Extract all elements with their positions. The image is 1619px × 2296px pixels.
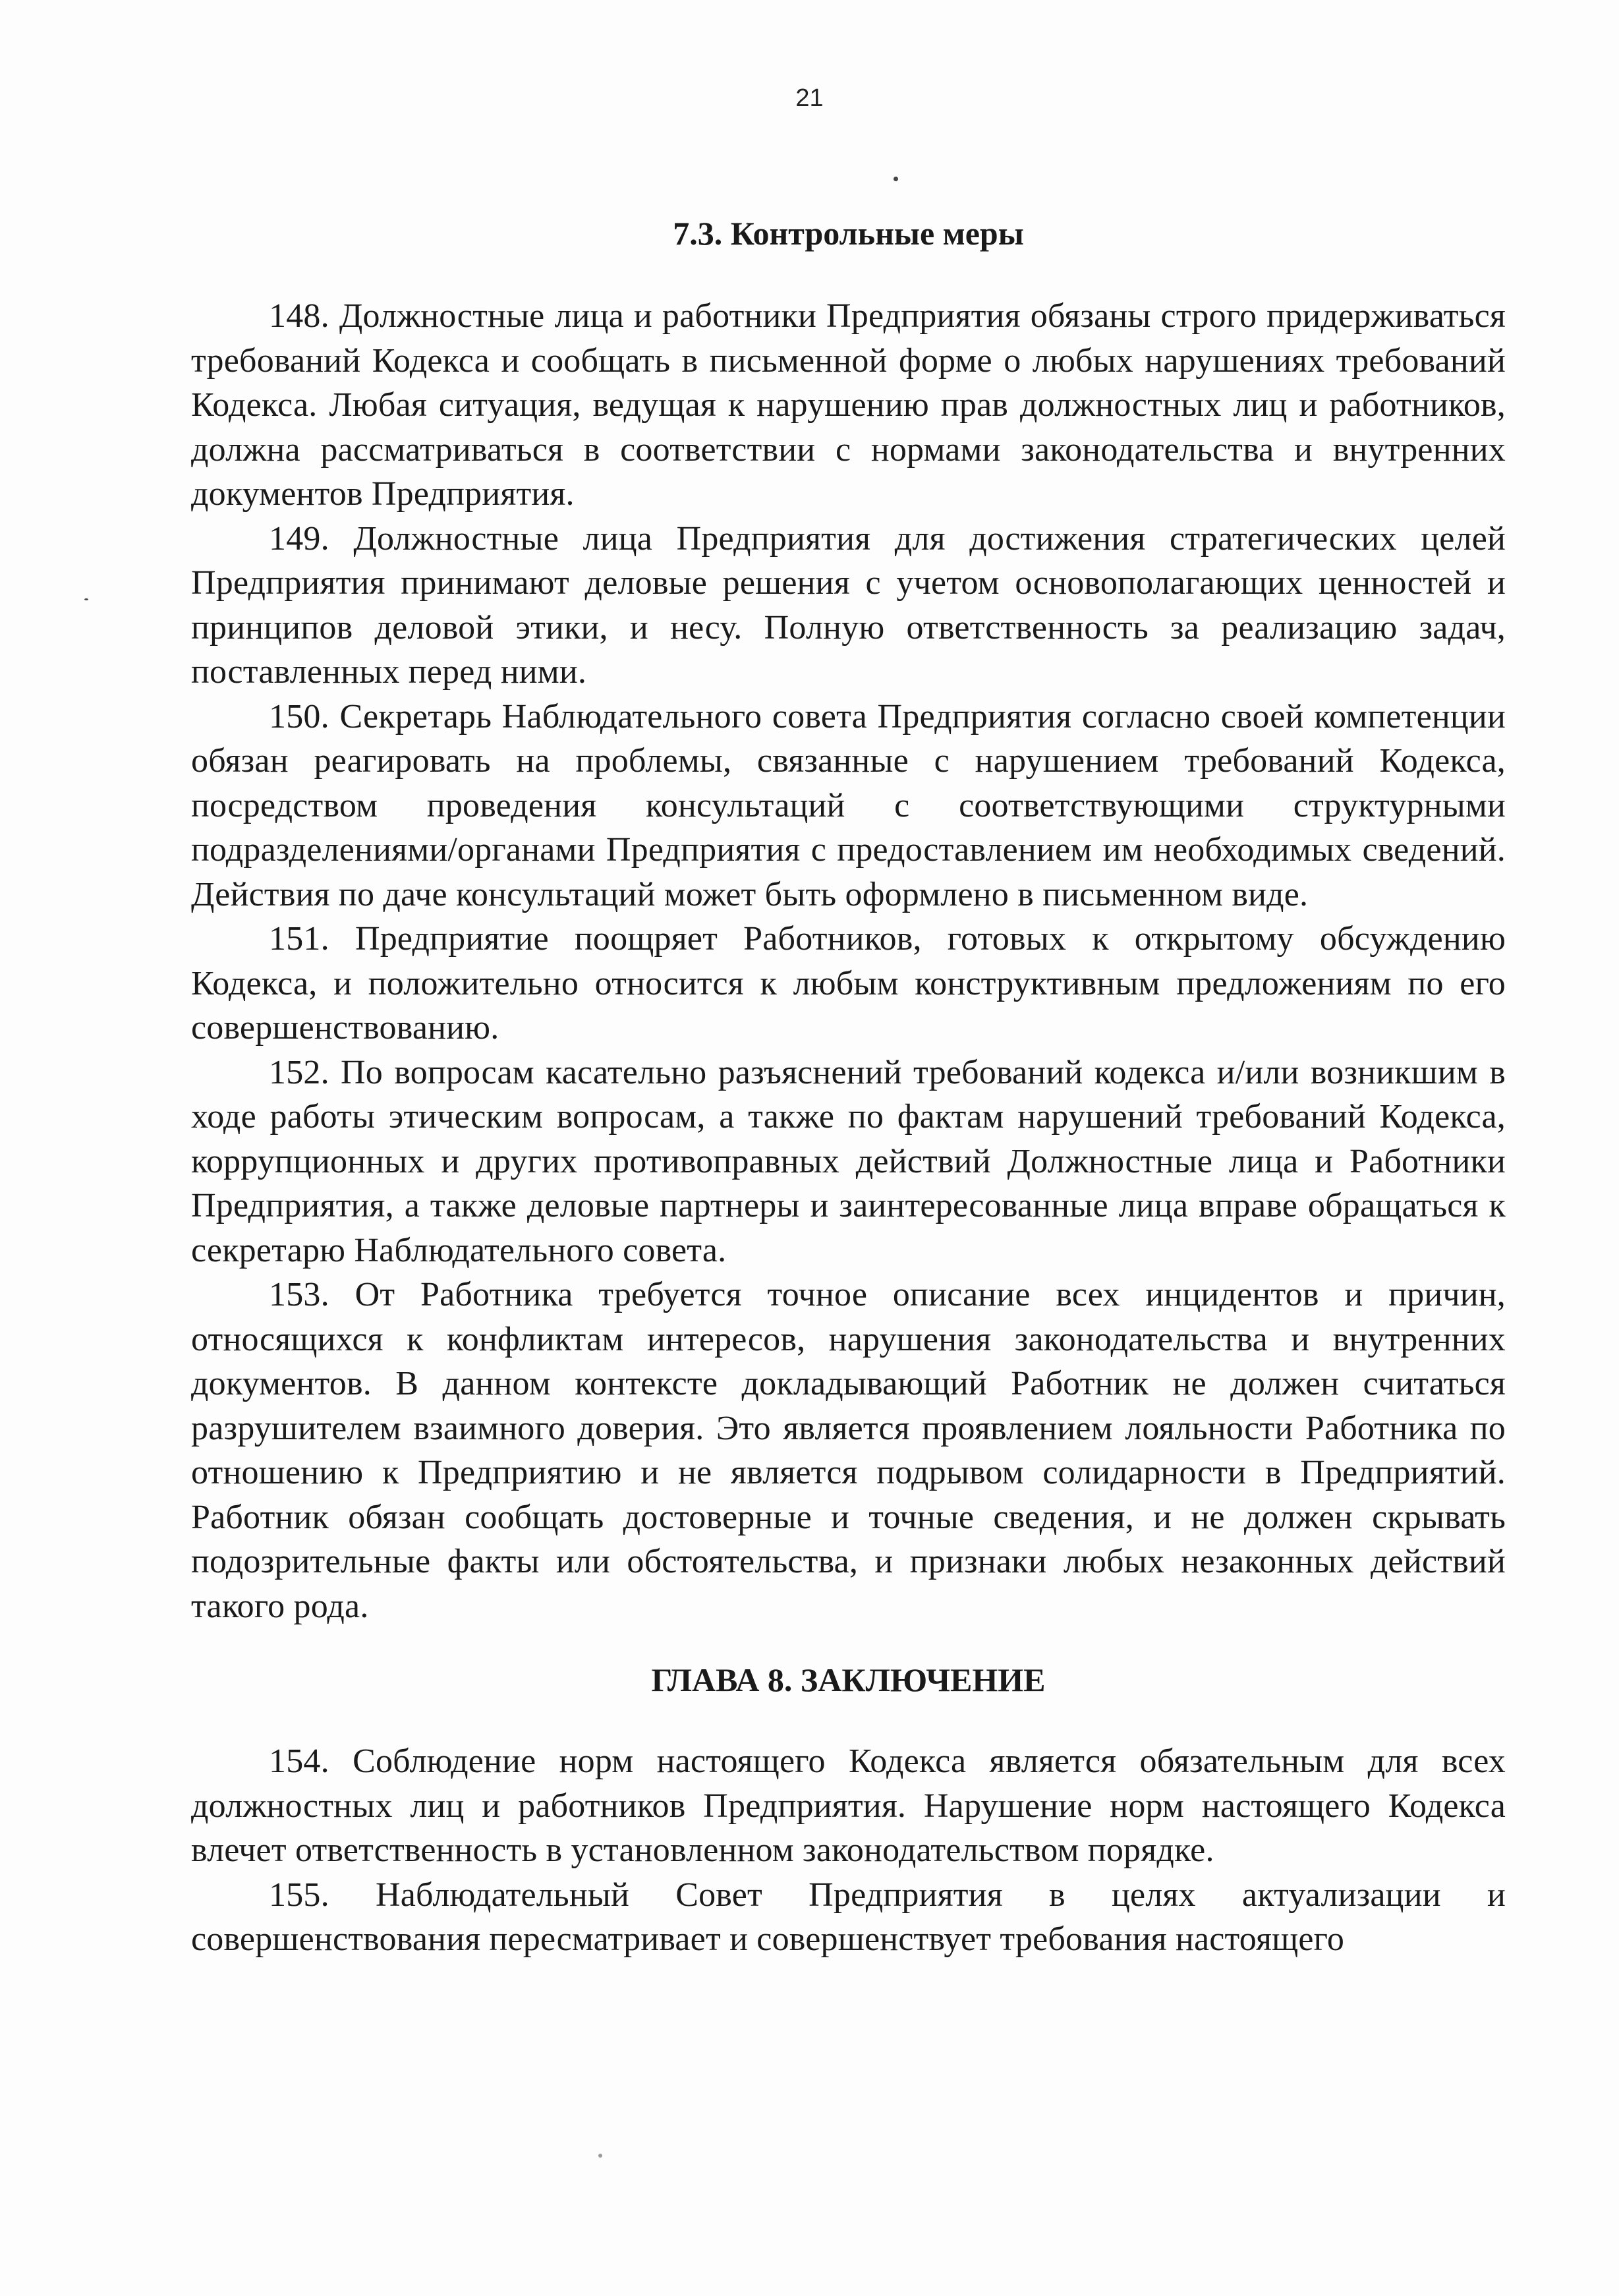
paragraph-number: 153.: [269, 1276, 329, 1313]
paragraph-number: 152.: [269, 1053, 329, 1091]
paragraph-149: [191, 517, 1506, 695]
paragraph-text: Предприятие поощряет Работников, готовых к открытому обсуждению Кодекса, и положительно относится к любым конструктивным предложениям по его совершенствованию.: [191, 920, 1506, 1047]
scan-speck: [84, 598, 88, 600]
paragraph-number: 151.: [269, 920, 329, 958]
paragraph-text: Наблюдательный Совет Предприятия в целях актуализации и совершенствования пересматривает и совершенствует требования настоящего: [191, 1876, 1506, 1958]
paragraph-text: От Работника требуется точное описание всех инцидентов и причин, относящихся к конфликтам интересов, нарушения законодательства и внутренних документов. В данном контексте докладывающий Работник не должен считаться разрушителем взаимного доверия. Это является проявлением лояльности Работника по отношению к Предприятию и не является подрывом солидарности в Предприятий. Работник обязан сообщать достоверные и точные сведения, и не должен скрывать подозрительные факты или обстоятельства, и признаки любых незаконных действий такого рода.: [191, 1276, 1506, 1625]
document-body: [191, 204, 1506, 1962]
section-heading: 7.3. Контрольные меры: [673, 215, 1024, 252]
paragraph-number: 149.: [269, 519, 329, 558]
paragraph-154: [191, 1739, 1506, 1873]
chapter-heading: ГЛАВА 8. ЗАКЛЮЧЕНИЕ: [651, 1661, 1046, 1698]
paragraph-text: По вопросам касательно разъяснений требований кодекса и/или возникшим в ходе работы этическим вопросам, а также по фактам нарушений требований Кодекса, коррупционных и других противоправных действий Должностные лица и Работники Предприятия, а также деловые партнеры и заинтересованные лица вправе обращаться к секретарю Наблюдательного совета.: [191, 1053, 1506, 1269]
paragraph-153: [191, 1273, 1506, 1628]
paragraph-152: [191, 1050, 1506, 1273]
paragraph-text: Должностные лица и работники Предприятия обязаны строго придерживаться требований Кодекса и сообщать в письменной форме о любых нарушениях требований Кодекса. Любая ситуация, ведущая к нарушению прав должностных лиц и работников, должна рассматриваться в соответствии с нормами законодательства и внутренних документов Предприятия.: [191, 297, 1506, 513]
paragraph-text: Секретарь Наблюдательного совета Предприятия согласно своей компетенции обязан реагировать на проблемы, связанные с нарушением требований Кодекса, посредством проведения консультаций с соответствующими структурными подразделениями/органами Предприятия с предоставлением им необходимых сведений. Действия по даче консультаций может быть оформлено в письменном виде.: [191, 697, 1506, 913]
paragraph-text: Соблюдение норм настоящего Кодекса является обязательным для всех должностных лиц и работников Предприятия. Нарушение норм настоящего Кодекса влечет ответственность в установленном законодательством порядке.: [191, 1742, 1506, 1869]
paragraph-151: [191, 917, 1506, 1050]
paragraph-number: 155.: [269, 1876, 329, 1914]
page-number: 21: [795, 84, 824, 112]
scan-speck: [894, 177, 898, 181]
paragraph-number: 150.: [269, 697, 329, 735]
scan-speck: [598, 2154, 602, 2158]
paragraph-150: [191, 695, 1506, 917]
paragraph-number: 148.: [269, 297, 329, 335]
paragraph-155: [191, 1873, 1506, 1962]
paragraph-number: 154.: [269, 1742, 329, 1780]
paragraph-text: Должностные лица Предприятия для достижения стратегических целей Предприятия принимают деловые решения с учетом основополагающих ценностей и принципов деловой этики, и несу. Полную ответственность за реализацию задач, поставленных перед ними.: [191, 519, 1506, 691]
paragraph-148: [191, 294, 1506, 517]
